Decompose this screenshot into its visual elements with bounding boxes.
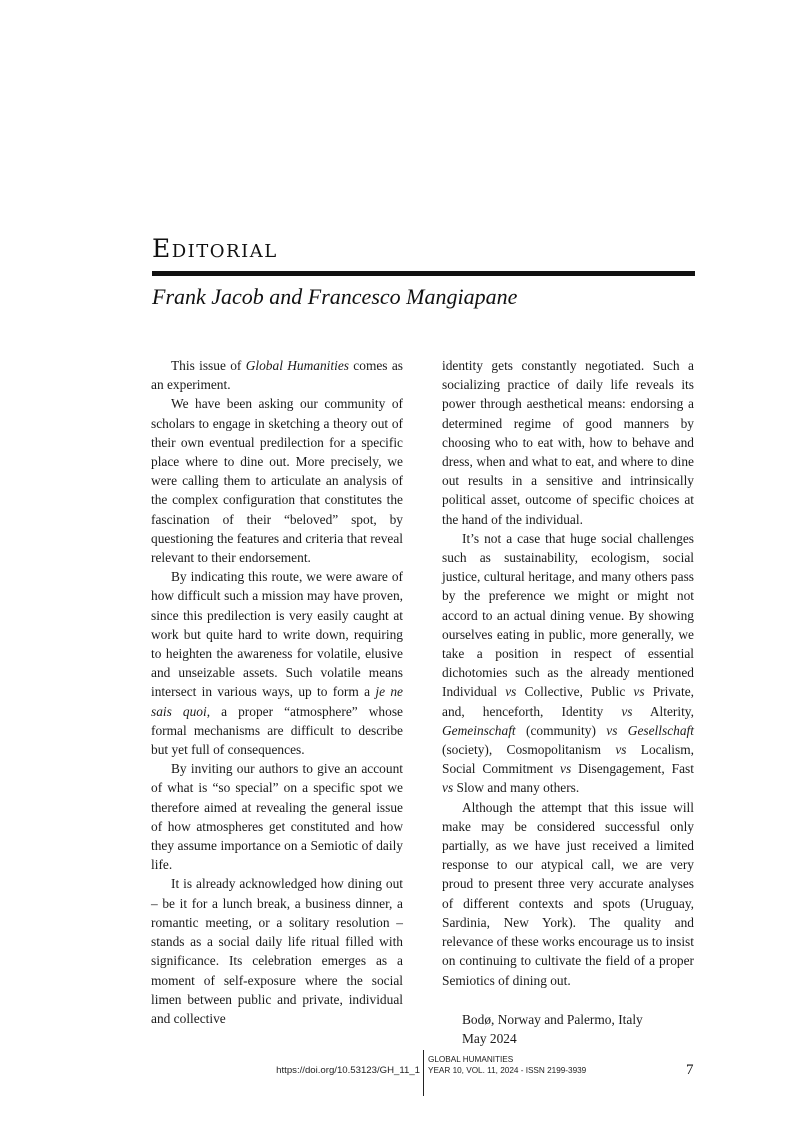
title-rule: [152, 271, 695, 276]
paragraph: It’s not a case that huge social challenges such as sustainability, ecologism, social justice, cultural heritage, and many others pass by the preference we might or might not accord to an actual dining venue. By showing ourselves eating in public, more generally, we take a position in respect of essential dichotomies such as the already mentioned Individual vs Collective, Public vs Private, and, henceforth, Identity vs Alterity, Gemeinschaft (community) vs Gesellschaft (society), Cosmopolitanism vs Localism, Social Commitment vs Disengagement, Fast vs Slow and many others.: [442, 530, 695, 796]
paragraph: Although the attempt that this issue will make may be considered successful only partially, as we have just received a limited response to our atypical call, we are very proud to present three very accurate analyses of different contexts and spots (Uruguay, Sardinia, New York). The quality and relevance of these works encourage us to insist on continuing to cultivate the field of a proper Semiotics of dining out.: [442, 799, 694, 988]
paragraph-continued: identity gets constantly negotiated. Such a socializing practice of daily life reveals its power through aesthetical means: endorsing a determined regime of good manners by choosing who to eat with, how to behave and dress, when and what to eat, and where to dine out results in a sensitive and intrinsically political asset, outcome of specific choices at the hand of the individual.: [442, 358, 694, 527]
page-title: Editorial: [152, 234, 278, 263]
footer-divider: [423, 1050, 424, 1096]
signoff-place: Bodø, Norway and Palermo, Italy: [462, 1011, 643, 1027]
journal-volume-issn: YEAR 10, VOL. 11, 2024 - ISSN 2199-3939: [428, 1066, 587, 1075]
doi-link[interactable]: https://doi.org/10.53123/GH_11_1: [276, 1065, 420, 1076]
paragraph: This issue of Global Humanities comes as an experiment.: [151, 358, 403, 393]
signoff-date: May 2024: [462, 1030, 517, 1046]
paragraph: It is already acknowledged how dining out – be it for a lunch break, a business dinner, a romantic meeting, or a solitary resolution – stands as a social daily life ritual filled with significance. Its celebration emerges as a moment of self-exposure where the social limen between public and private, individual and collective: [151, 876, 403, 1026]
paragraph: By indicating this route, we were aware of how difficult such a mission may have proven, since this predilection is very easily caught at work but quite hard to write down, requiring to heighten the awareness for volatile, elusive and unseizable assets. Such volatile means intersect in various ways, up to form a je ne sais quoi, a proper “atmosphere” whose formal mechanisms are difficult to describe but yet full of consequences.: [151, 569, 403, 758]
journal-name-footer: GLOBAL HUMANITIES: [428, 1055, 514, 1064]
authors-line: Frank Jacob and Francesco Mangiapane: [152, 284, 518, 309]
page-number: 7: [686, 1062, 694, 1078]
paragraph: By inviting our authors to give an account of what is “so special” on a specific spot we therefore aimed at revealing the general issue of how atmospheres get constituted and how they assume importance on a Semiotic of daily life.: [151, 761, 403, 873]
body-column-left: [151, 356, 403, 1028]
body-column-right: [442, 356, 694, 1048]
journal-name: Global Humanities: [245, 358, 349, 373]
paragraph: We have been asking our community of scholars to engage in sketching a theory out of their own eventual predilection for a specific place where to dine out. More precisely, we were calling them to articulate an analysis of the complex configuration that constitutes the fascination of their “beloved” spot, by questioning the features and criteria that reveal relevant to their endorsement.: [151, 396, 403, 566]
signoff: [442, 1010, 694, 1048]
journal-info: [428, 1054, 586, 1076]
italic-phrase: je ne sais quoi: [151, 684, 403, 719]
